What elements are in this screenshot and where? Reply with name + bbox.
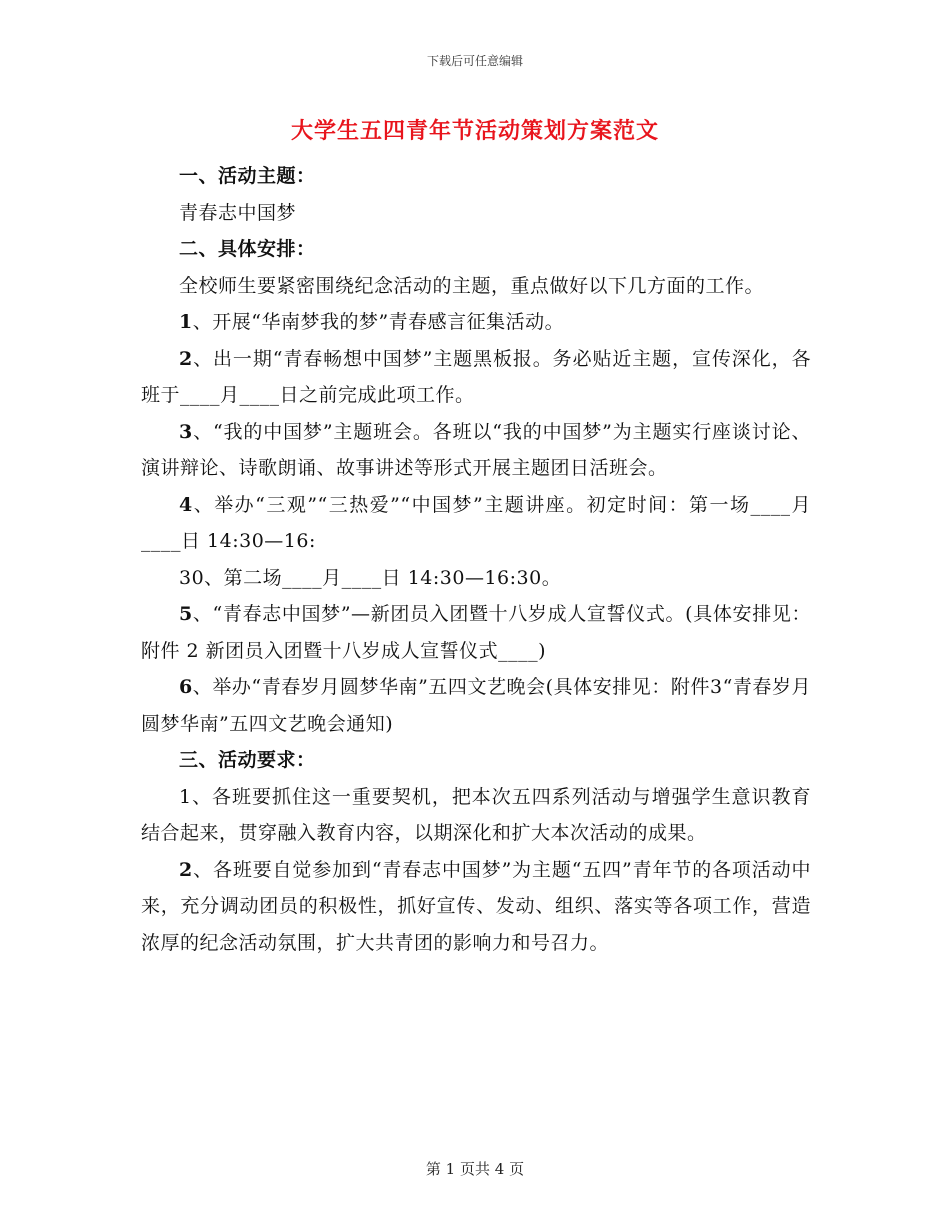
- item-number: 1: [179, 311, 193, 333]
- item-text: 、“青春志中国梦”—新团员入团暨十八岁成人宣誓仪式。(具体安排见：附件 2 新团员入团暨十八岁成人宣誓仪式____): [141, 603, 811, 662]
- arrangement-item-4-continued: 30、第二场____月____日 14:30—16:30。: [179, 566, 562, 589]
- section-heading-arrangement: 二、具体安排：: [179, 238, 316, 260]
- requirement-item-2: [141, 852, 811, 962]
- item-number: 1: [179, 785, 192, 808]
- header-note: 下载后可任意编辑: [426, 54, 523, 68]
- item-number: 5: [179, 603, 193, 625]
- section-heading-requirements: 三、活动要求：: [179, 749, 316, 771]
- arrangement-item-4: [141, 487, 811, 560]
- item-text: 、各班要抓住这一重要契机，把本次五四系列活动与增强学生意识教育结合起来，贯穿融入教育内容，以期深化和扩大本次活动的成果。: [141, 785, 811, 844]
- item-text: 、举办“三观”“三热爱”“中国梦”主题讲座。初定时间：第一场____月____日 14:30—16:: [141, 493, 811, 552]
- arrangement-item-3: [141, 414, 811, 487]
- item-number: 6: [179, 676, 193, 698]
- arrangement-item-6: [141, 669, 811, 742]
- page-number-footer: 第 1 页共 4 页: [425, 1160, 525, 1178]
- item-number: 4: [179, 493, 193, 516]
- item-text: 、“我的中国梦”主题班会。各班以“我的中国梦”为主题实行座谈讨论、演讲辩论、诗歌朗诵、故事讲述等形式开展主题团日活班会。: [141, 420, 811, 479]
- section-heading-theme: 一、活动主题：: [179, 165, 316, 187]
- item-number: 2: [179, 858, 193, 881]
- item-number: 3: [179, 420, 193, 443]
- item-text: 、出一期“青春畅想中国梦”主题黑板报。务必贴近主题，宣传深化，各班于____月____日之前完成此项工作。: [141, 347, 811, 406]
- document-body: [141, 158, 811, 961]
- item-text: 、开展“华南梦我的梦”青春感言征集活动。: [192, 311, 565, 333]
- theme-text: 青春志中国梦: [179, 201, 297, 224]
- arrangement-intro: 全校师生要紧密围绕纪念活动的主题，重点做好以下几方面的工作。: [179, 274, 765, 297]
- requirement-item-1: [141, 779, 811, 852]
- item-text: 、各班要自觉参加到“青春志中国梦”为主题“五四”青年节的各项活动中来，充分调动团员的积极性，抓好宣传、发动、组织、落实等各项工作，营造浓厚的纪念活动氛围，扩大共青团的影响力和号召力。: [141, 858, 811, 954]
- item-number: 2: [179, 347, 193, 370]
- item-text: 、举办“青春岁月圆梦华南”五四文艺晚会(具体安排见：附件3“青春岁月圆梦华南”五四文艺晚会通知): [141, 676, 811, 735]
- arrangement-item-5: [141, 596, 811, 669]
- document-title: 大学生五四青年节活动策划方案范文: [290, 118, 659, 144]
- arrangement-item-1: [141, 304, 811, 341]
- arrangement-item-2: [141, 341, 811, 414]
